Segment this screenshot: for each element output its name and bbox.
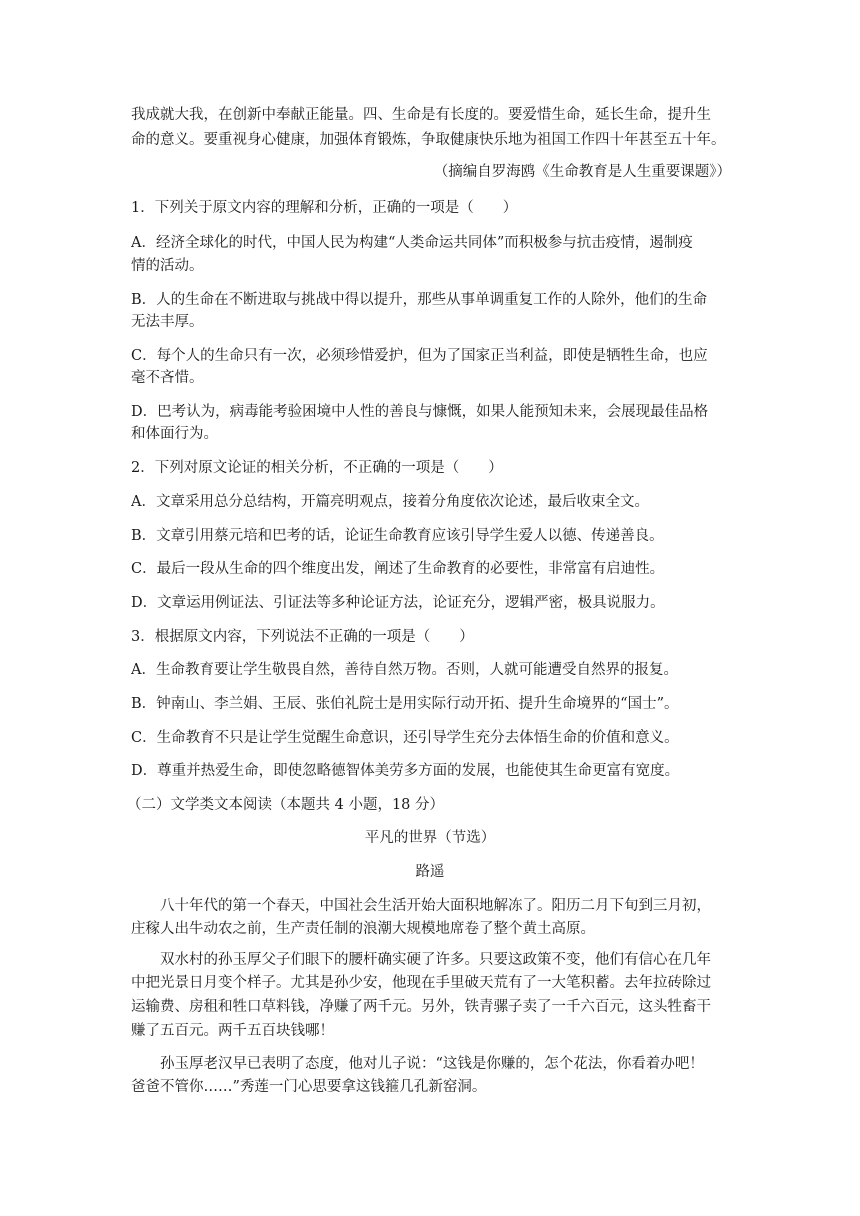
question-1-option-a: A．经济全球化的时代，中国人民为构建“人类命运共同体”而积极参与抗击疫情，遏制疫 [131,235,693,251]
question-1-option-d: D．巴考认为，病毒能考验困境中人性的善良与慷慨，如果人能预知未来，会展现最佳品格 [131,404,709,420]
story-paragraph-3-cont: 爸爸不管你……”秀莲一门心思要拿这钱箍几孔新窑洞。 [131,1079,487,1095]
question-1-stem: 1．下列关于原文内容的理解和分析，正确的一项是（ ） [131,200,518,216]
question-3-option-c: C．生命教育不只是让学生觉醒生命意识，还引导学生充分去体悟生命的价值和意义。 [131,730,679,746]
question-1-option-d-cont: 和体面行为。 [131,426,218,442]
question-2-stem: 2．下列对原文论证的相关分析，不正确的一项是（ ） [131,460,503,476]
story-paragraph-1: 八十年代的第一个春天，中国社会生活开始大面积地解冻了。阳历二月下旬到三月初， [160,898,711,914]
question-2-option-d: D．文章运用例证法、引证法等多种论证方法，论证充分，逻辑严密，极具说服力。 [131,595,665,611]
passage-source: （摘编自罗海鸥《生命教育是人生重要课题》） [433,164,731,180]
story-author: 路遥 [415,864,445,880]
question-1-option-b: B．人的生命在不断进取与挑战中得以提升，那些从事单调重复工作的人除外，他们的生命 [131,292,708,308]
question-1-option-a-cont: 情的活动。 [131,258,204,274]
question-2-option-b: B．文章引用蔡元培和巴考的话，论证生命教育应该引导学生爱人以德、传递善良。 [131,528,664,544]
story-paragraph-2-cont: 赚了五百元。两千五百块钱哪！ [131,1023,334,1039]
story-title: 平凡的世界（节选） [364,830,496,846]
section-heading: （二）文学类文本阅读（本题共 4 小题，18 分） [127,797,445,813]
passage-line: 命的意义。要重视身心健康，加强体育锻炼，争取健康快乐地为祖国工作四十年甚至五十年。 [131,132,726,148]
passage-line: 我成就大我，在创新中奉献正能量。四、生命是有长度的。要爱惜生命，延长生命，提升生 [131,107,711,123]
question-1-option-b-cont: 无法丰厚。 [131,314,204,330]
story-paragraph-3: 孙玉厚老汉早已表明了态度，他对儿子说：“这钱是你赚的，怎个花法，你看着办吧！ [160,1056,704,1072]
question-1-option-c: C．每个人的生命只有一次，必须珍惜爱护，但为了国家正当利益，即使是牺牲生命，也应 [131,348,708,364]
question-1-option-c-cont: 毫不吝惜。 [131,370,204,386]
question-2-option-a: A．文章采用总分总结构，开篇亮明观点，接着分角度依次论述，最后收束全文。 [131,494,649,510]
story-paragraph-2: 双水村的孙玉厚父子们眼下的腰杆确实硬了许多。只要这政策不变，他们有信心在几年 [160,952,711,968]
question-3-option-b: B．钟南山、李兰娟、王辰、张伯礼院士是用实际行动开拓、提升生命境界的“国士”。 [131,696,679,712]
question-3-option-a: A．生命教育要让学生敬畏自然，善待自然万物。否则，人就可能遭受自然界的报复。 [131,662,678,678]
story-paragraph-1-cont: 庄稼人出牛动农之前，生产责任制的浪潮大规模地席卷了整个黄土高原。 [131,921,595,937]
question-3-stem: 3．根据原文内容，下列说法不正确的一项是（ ） [131,629,474,645]
question-2-option-c: C．最后一段从生命的四个维度出发，阐述了生命教育的必要性，非常富有启迪性。 [131,561,665,577]
story-paragraph-2-cont: 运输费、房租和牲口草料钱，净赚了两千元。另外，铁青骡子卖了一千六百元，这头牲畜干 [131,999,711,1015]
question-3-option-d: D．尊重并热爱生命，即使忽略德智体美劳多方面的发展，也能使其生命更富有宽度。 [131,763,680,779]
story-paragraph-2-cont: 中把光景日月变个样子。尤其是孙少安，他现在手里破天荒有了一大笔积蓄。去年拉砖除过 [131,975,711,991]
